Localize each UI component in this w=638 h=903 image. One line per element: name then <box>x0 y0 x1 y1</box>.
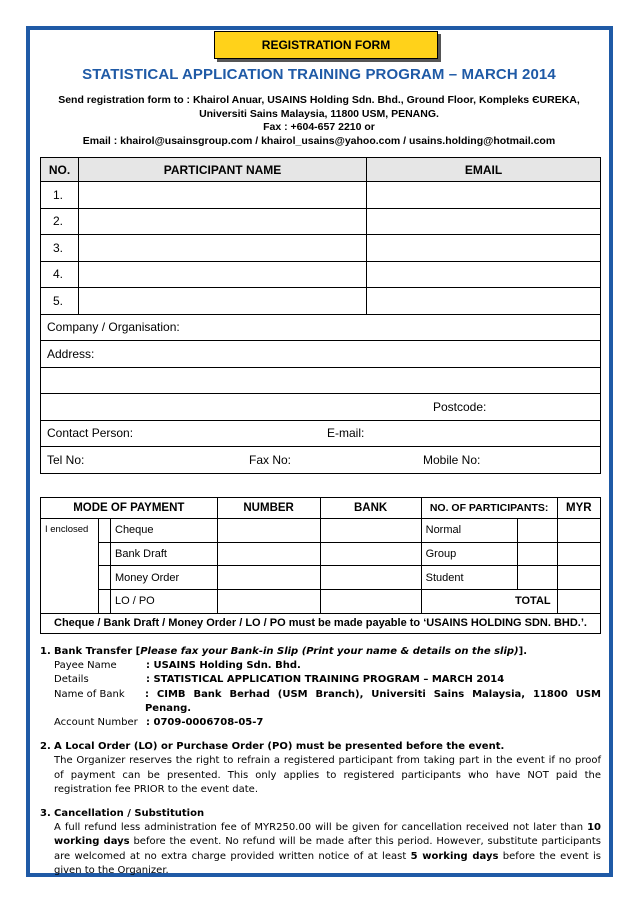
send-instructions <box>40 94 598 148</box>
term-cancellation <box>40 807 601 878</box>
mobile-label: Mobile No: <box>423 452 481 467</box>
participant-row <box>41 261 601 288</box>
term-bank-transfer <box>40 645 601 730</box>
phone-row[interactable] <box>41 447 601 474</box>
term-body: The Organizer reserves the right to refrain a registered participant from taking part in the event if no proof of payment can be presented. This only applies to registered participants who have NOT paid the registration fee PRIOR to the event date. <box>54 755 601 795</box>
bank-field[interactable] <box>320 566 421 590</box>
term-lo-po <box>40 740 601 797</box>
col-participants-header: NO. OF PARTICIPANTS: <box>421 498 557 519</box>
number-field[interactable] <box>217 590 320 614</box>
term-title: Bank Transfer [ <box>54 646 141 657</box>
myr-field[interactable] <box>557 566 600 590</box>
number-field[interactable] <box>217 519 320 543</box>
participant-table <box>40 157 601 474</box>
participant-email-field[interactable] <box>367 208 601 235</box>
participant-email-field[interactable] <box>367 261 601 288</box>
terms-section <box>40 645 601 888</box>
row-number: 1. <box>41 182 79 209</box>
lo-po-checkbox[interactable] <box>99 590 111 614</box>
participant-name-field[interactable] <box>79 182 367 209</box>
participant-row <box>41 182 601 209</box>
participant-row <box>41 208 601 235</box>
address-line-2[interactable] <box>41 367 601 394</box>
category-group: Group <box>421 542 518 566</box>
bank-field[interactable] <box>320 519 421 543</box>
col-number-header: NUMBER <box>217 498 320 519</box>
term-italic: Please fax your Bank-in Slip (Print your name & details on the slip) <box>140 646 519 657</box>
term-body <box>40 821 601 878</box>
address-label: Address: <box>47 346 95 361</box>
term-text: before the event is given to the Organizer. <box>54 850 601 876</box>
participant-name-field[interactable] <box>79 288 367 315</box>
col-email-header: EMAIL <box>367 158 601 182</box>
postcode-label: Postcode: <box>433 399 487 414</box>
term-title: A Local Order (LO) or Purchase Order (PO) must be presented before the event. <box>54 741 505 753</box>
category-student: Student <box>421 566 518 590</box>
term-heading <box>40 740 601 754</box>
term-number: 3. <box>40 808 51 820</box>
address-field[interactable] <box>41 341 601 368</box>
account-row <box>54 716 601 730</box>
page-title: STATISTICAL APPLICATION TRAINING PROGRAM – MARCH 2014 <box>82 66 556 83</box>
participant-row <box>41 288 601 315</box>
term-title: Cancellation / Substitution <box>54 808 205 820</box>
myr-field[interactable] <box>557 542 600 566</box>
bank-field[interactable] <box>320 590 421 614</box>
term-title-end: ]. <box>518 646 527 657</box>
col-bank-header: BANK <box>320 498 421 519</box>
tel-label: Tel No: <box>47 452 85 467</box>
details-value: : STATISTICAL APPLICATION TRAINING PROGRAM – MARCH 2014 <box>146 674 505 686</box>
form-badge: REGISTRATION FORM <box>214 31 438 59</box>
contact-label: Contact Person: <box>47 426 134 441</box>
term-body <box>40 659 601 730</box>
bank-draft-checkbox[interactable] <box>99 542 111 566</box>
company-label: Company / Organisation: <box>47 320 180 335</box>
contact-row[interactable] <box>41 420 601 447</box>
enclosed-label: I enclosed <box>41 519 99 614</box>
participant-email-field[interactable] <box>367 288 601 315</box>
details-key: Details <box>54 674 89 686</box>
send-line-1: Send registration form to : Khairol Anuar, USAINS Holding Sdn. Bhd., Ground Floor, Kompleks ЄUREKA, <box>58 94 580 106</box>
payee-value: : USAINS Holding Sdn. Bhd. <box>146 660 301 672</box>
count-field[interactable] <box>518 519 557 543</box>
bank-field[interactable] <box>320 542 421 566</box>
account-value: : 0709-0006708-05-7 <box>146 717 264 729</box>
details-row <box>54 673 601 687</box>
postcode-row[interactable] <box>41 394 601 421</box>
payment-table <box>40 497 601 634</box>
participant-email-field[interactable] <box>367 182 601 209</box>
term-bold: 5 working days <box>410 850 499 862</box>
count-field[interactable] <box>518 566 557 590</box>
send-line-3: Fax : +604-657 2210 or <box>263 121 375 133</box>
participant-name-field[interactable] <box>79 208 367 235</box>
contact-email-label: E-mail: <box>327 426 365 441</box>
mode-bank-draft: Bank Draft <box>111 542 218 566</box>
send-line-4: Email : khairol@usainsgroup.com / khairol_usains@yahoo.com / usains.holding@hotmail.com <box>82 134 556 147</box>
row-number: 5. <box>41 288 79 315</box>
participant-name-field[interactable] <box>79 235 367 262</box>
mode-money-order: Money Order <box>111 566 218 590</box>
count-field[interactable] <box>518 542 557 566</box>
cheque-checkbox[interactable] <box>99 519 111 543</box>
col-myr-header: MYR <box>557 498 600 519</box>
company-field[interactable] <box>41 314 601 341</box>
number-field[interactable] <box>217 566 320 590</box>
number-field[interactable] <box>217 542 320 566</box>
col-no-header: NO. <box>41 158 79 182</box>
category-total: TOTAL <box>421 590 557 614</box>
send-line-2: Universiti Sains Malaysia, 11800 USM, PENANG. <box>199 107 439 120</box>
term-number: 2. <box>40 741 51 753</box>
payable-note: Cheque / Bank Draft / Money Order / LO / PO must be made payable to ‘USAINS HOLDING SDN. BHD.’. <box>41 613 601 633</box>
payee-row <box>54 659 601 673</box>
bank-row <box>54 688 601 716</box>
bank-value: : CIMB Bank Berhad (USM Branch), Universiti Sains Malaysia, 11800 USM Penang. <box>144 688 601 714</box>
term-bold: 10 working days <box>54 822 601 848</box>
mode-lo-po: LO / PO <box>111 590 218 614</box>
payee-key: Payee Name <box>54 660 117 672</box>
row-number: 3. <box>41 235 79 262</box>
term-heading <box>40 807 601 821</box>
category-normal: Normal <box>421 519 518 543</box>
myr-field[interactable] <box>557 519 600 543</box>
fax-label: Fax No: <box>249 452 292 467</box>
row-number: 4. <box>41 261 79 288</box>
bank-key: Name of Bank <box>54 688 125 700</box>
col-name-header: PARTICIPANT NAME <box>79 158 367 182</box>
term-text: A full refund less administration fee of MYR250.00 will be given for cancellation received not later than <box>54 822 588 834</box>
participant-email-field[interactable] <box>367 235 601 262</box>
term-text: before the event. No refund will be made after this period. However, substitute participants are welcomed at no extra charge provided written notice of at least <box>54 836 601 862</box>
term-number: 1. <box>40 646 51 657</box>
mode-cheque: Cheque <box>111 519 218 543</box>
money-order-checkbox[interactable] <box>99 566 111 590</box>
participant-row <box>41 235 601 262</box>
participant-name-field[interactable] <box>79 261 367 288</box>
row-number: 2. <box>41 208 79 235</box>
total-myr-field[interactable] <box>557 590 600 614</box>
term-heading <box>40 645 601 659</box>
col-mode-header: MODE OF PAYMENT <box>41 498 218 519</box>
account-key: Account Number <box>54 717 138 729</box>
